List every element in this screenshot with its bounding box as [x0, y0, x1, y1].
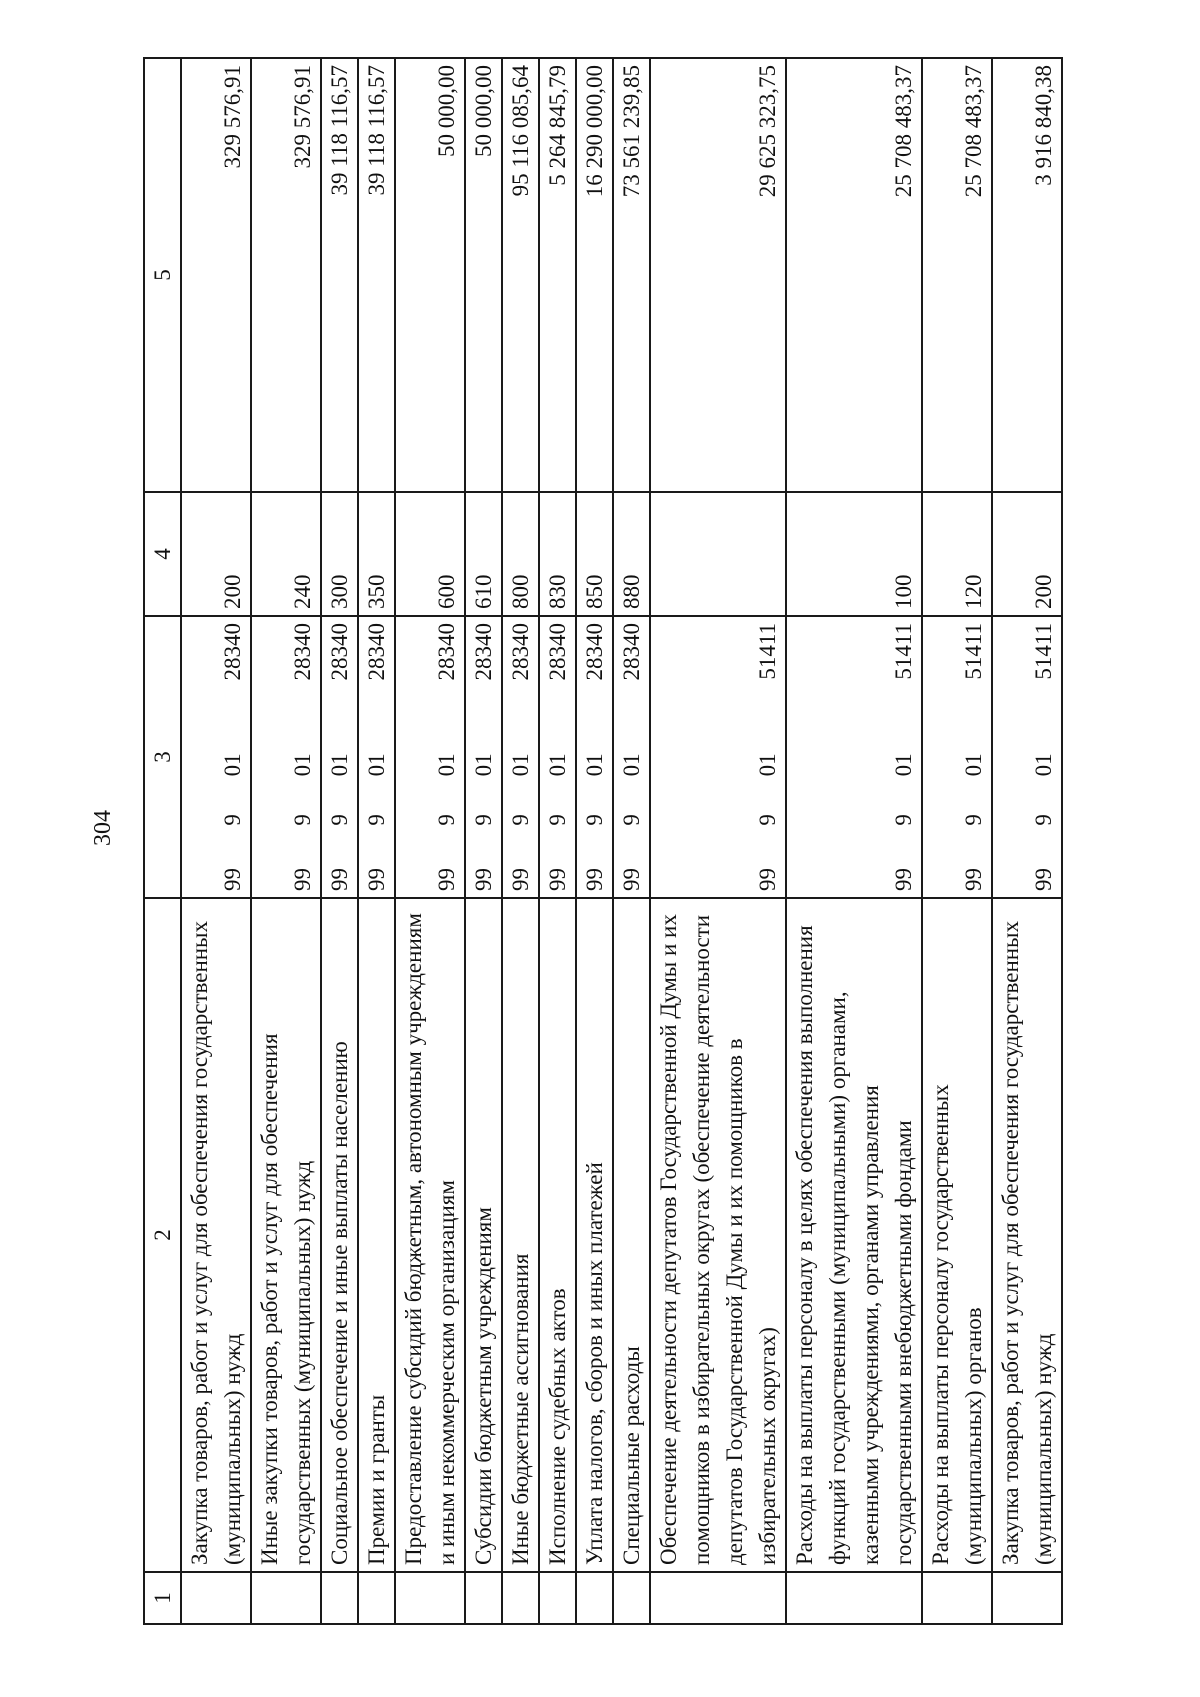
- row-code-cell: [539, 616, 576, 898]
- row-code-cell: [251, 616, 321, 898]
- row-name-cell: Социальное обеспечение и иные выплаты населению: [321, 898, 358, 1572]
- code-part-3: 01: [545, 753, 570, 777]
- header-col-5: 5: [144, 58, 181, 492]
- row-code: [467, 623, 500, 891]
- code-part-4: 51411: [1031, 623, 1056, 680]
- row-type-cell: 120: [922, 492, 992, 616]
- row-code: [887, 623, 920, 891]
- row-code-cell: [576, 616, 613, 898]
- code-part-2: 9: [1031, 814, 1056, 826]
- row-code: [360, 623, 393, 891]
- row-number-cell: [321, 1572, 358, 1624]
- row-code-cell: [650, 616, 786, 898]
- row-number-cell: [992, 1572, 1062, 1624]
- row-code-cell: [786, 616, 922, 898]
- code-part-3: 01: [961, 753, 986, 777]
- code-part-1: 99: [545, 868, 570, 891]
- row-type-cell: 240: [251, 492, 321, 616]
- table-row: [539, 58, 576, 1624]
- code-part-4: 28340: [582, 623, 607, 681]
- row-number-cell: [395, 1572, 465, 1624]
- code-part-2: 9: [220, 814, 245, 826]
- code-part-1: 99: [434, 868, 459, 891]
- row-amount-cell: 50 000,00: [465, 58, 502, 492]
- row-type-cell: 200: [181, 492, 251, 616]
- code-part-4: 51411: [755, 623, 780, 680]
- table-row: [181, 58, 251, 1624]
- code-part-1: 99: [582, 868, 607, 891]
- code-part-4: 28340: [434, 623, 459, 681]
- row-code: [957, 623, 990, 891]
- page-number: 304: [90, 810, 116, 846]
- row-type-cell: 300: [321, 492, 358, 616]
- code-part-2: 9: [471, 814, 496, 826]
- row-type-cell: 880: [613, 492, 650, 616]
- row-name-cell: Уплата налогов, сборов и иных платежей: [576, 898, 613, 1572]
- code-part-2: 9: [582, 814, 607, 826]
- row-code-cell: [992, 616, 1062, 898]
- code-part-4: 28340: [471, 623, 496, 681]
- row-code-cell: [321, 616, 358, 898]
- code-part-2: 9: [290, 814, 315, 826]
- row-name-cell: Расходы на выплаты персоналу в целях обеспечения выполнения функций государственными (муниципальными) органами, казенными учреждениями, органами управления государственными внебюджетными фондами: [786, 898, 922, 1572]
- header-col-3: 3: [144, 616, 181, 898]
- code-part-1: 99: [508, 868, 533, 891]
- code-part-3: 01: [508, 753, 533, 777]
- row-number-cell: [576, 1572, 613, 1624]
- code-part-3: 01: [755, 753, 780, 777]
- row-amount-cell: 25 708 483,37: [922, 58, 992, 492]
- code-part-3: 01: [290, 753, 315, 777]
- code-part-2: 9: [619, 814, 644, 826]
- code-part-2: 9: [508, 814, 533, 826]
- code-part-3: 01: [220, 753, 245, 777]
- row-name-cell: Специальные расходы: [613, 898, 650, 1572]
- row-name-cell: Закупка товаров, работ и услуг для обеспечения государственных (муниципальных) нужд: [181, 898, 251, 1572]
- code-part-1: 99: [290, 868, 315, 891]
- table-row: [922, 58, 992, 1624]
- row-code-cell: [358, 616, 395, 898]
- row-name-cell: Премии и гранты: [358, 898, 395, 1572]
- table-row: [251, 58, 321, 1624]
- row-number-cell: [465, 1572, 502, 1624]
- code-part-1: 99: [471, 868, 496, 891]
- row-type-cell: 800: [502, 492, 539, 616]
- row-name-cell: Исполнение судебных актов: [539, 898, 576, 1572]
- budget-table: [143, 57, 1063, 1625]
- row-number-cell: [539, 1572, 576, 1624]
- code-part-1: 99: [619, 868, 644, 891]
- code-part-3: 01: [434, 753, 459, 777]
- code-part-3: 01: [1031, 753, 1056, 777]
- row-amount-cell: 73 561 239,85: [613, 58, 650, 492]
- row-amount-cell: 5 264 845,79: [539, 58, 576, 492]
- row-amount-cell: 95 116 085,64: [502, 58, 539, 492]
- code-part-1: 99: [327, 868, 352, 891]
- code-part-2: 9: [545, 814, 570, 826]
- code-part-4: 51411: [961, 623, 986, 680]
- row-number-cell: [613, 1572, 650, 1624]
- table-row: [321, 58, 358, 1624]
- code-part-1: 99: [220, 868, 245, 891]
- code-part-2: 9: [364, 814, 389, 826]
- code-part-3: 01: [471, 753, 496, 777]
- header-col-1: 1: [144, 1572, 181, 1624]
- row-code-cell: [395, 616, 465, 898]
- row-type-cell: 850: [576, 492, 613, 616]
- code-part-4: 28340: [327, 623, 352, 681]
- code-part-3: 01: [327, 753, 352, 777]
- row-amount-cell: 50 000,00: [395, 58, 465, 492]
- row-amount-cell: 39 118 116,57: [358, 58, 395, 492]
- row-code: [286, 623, 319, 891]
- code-part-2: 9: [755, 814, 780, 826]
- code-part-3: 01: [891, 753, 916, 777]
- row-code: [323, 623, 356, 891]
- row-code: [615, 623, 648, 891]
- code-part-1: 99: [755, 868, 780, 891]
- row-code: [751, 623, 784, 891]
- row-number-cell: [502, 1572, 539, 1624]
- row-name-cell: Расходы на выплаты персоналу государственных (муниципальных) органов: [922, 898, 992, 1572]
- row-code-cell: [502, 616, 539, 898]
- table-row: [395, 58, 465, 1624]
- row-code: [578, 623, 611, 891]
- row-type-cell: 830: [539, 492, 576, 616]
- table-row: [786, 58, 922, 1624]
- row-name-cell: Предоставление субсидий бюджетным, автономным учреждениям и иным некоммерческим организациям: [395, 898, 465, 1572]
- code-part-1: 99: [364, 868, 389, 891]
- row-type-cell: 350: [358, 492, 395, 616]
- row-number-cell: [251, 1572, 321, 1624]
- row-amount-cell: 3 916 840,38: [992, 58, 1062, 492]
- row-amount-cell: 329 576,91: [181, 58, 251, 492]
- code-part-3: 01: [619, 753, 644, 777]
- table-row: [650, 58, 786, 1624]
- row-code: [216, 623, 249, 891]
- code-part-4: 28340: [364, 623, 389, 681]
- code-part-2: 9: [961, 814, 986, 826]
- table-row: [576, 58, 613, 1624]
- table-row: [358, 58, 395, 1624]
- row-name-cell: Обеспечение деятельности депутатов Государственной Думы и их помощников в избирательных округах (обеспечение деятельности депутатов Государственной Думы и их помощников в избирательных округах): [650, 898, 786, 1572]
- row-name-cell: Закупка товаров, работ и услуг для обеспечения государственных (муниципальных) нужд: [992, 898, 1062, 1572]
- row-code: [1027, 623, 1060, 891]
- row-amount-cell: 39 118 116,57: [321, 58, 358, 492]
- row-name-cell: Иные бюджетные ассигнования: [502, 898, 539, 1572]
- row-code-cell: [922, 616, 992, 898]
- table-row: [465, 58, 502, 1624]
- row-number-cell: [786, 1572, 922, 1624]
- table-row: [613, 58, 650, 1624]
- code-part-2: 9: [434, 814, 459, 826]
- code-part-4: 28340: [220, 623, 245, 681]
- header-col-2: 2: [144, 898, 181, 1572]
- row-number-cell: [358, 1572, 395, 1624]
- table-row: [502, 58, 539, 1624]
- code-part-3: 01: [364, 753, 389, 777]
- row-code-cell: [465, 616, 502, 898]
- budget-table-container: [143, 65, 1113, 1625]
- row-code-cell: [181, 616, 251, 898]
- code-part-1: 99: [961, 868, 986, 891]
- row-type-cell: 600: [395, 492, 465, 616]
- row-code-cell: [613, 616, 650, 898]
- row-amount-cell: 25 708 483,37: [786, 58, 922, 492]
- row-amount-cell: 329 576,91: [251, 58, 321, 492]
- table-header-row: [144, 58, 181, 1624]
- header-col-4: 4: [144, 492, 181, 616]
- code-part-1: 99: [1031, 868, 1056, 891]
- row-code: [504, 623, 537, 891]
- row-type-cell: [650, 492, 786, 616]
- row-code: [541, 623, 574, 891]
- row-type-cell: 200: [992, 492, 1062, 616]
- code-part-4: 28340: [508, 623, 533, 681]
- code-part-4: 28340: [545, 623, 570, 681]
- code-part-2: 9: [327, 814, 352, 826]
- row-number-cell: [181, 1572, 251, 1624]
- row-name-cell: Субсидии бюджетным учреждениям: [465, 898, 502, 1572]
- code-part-4: 28340: [290, 623, 315, 681]
- row-amount-cell: 16 290 000,00: [576, 58, 613, 492]
- row-type-cell: 100: [786, 492, 922, 616]
- code-part-3: 01: [582, 753, 607, 777]
- code-part-2: 9: [891, 814, 916, 826]
- code-part-4: 51411: [891, 623, 916, 680]
- row-type-cell: 610: [465, 492, 502, 616]
- code-part-4: 28340: [619, 623, 644, 681]
- row-code: [430, 623, 463, 891]
- row-amount-cell: 29 625 323,75: [650, 58, 786, 492]
- table-row: [992, 58, 1062, 1624]
- row-number-cell: [922, 1572, 992, 1624]
- code-part-1: 99: [891, 868, 916, 891]
- row-number-cell: [650, 1572, 786, 1624]
- row-name-cell: Иные закупки товаров, работ и услуг для обеспечения государственных (муниципальных) нужд: [251, 898, 321, 1572]
